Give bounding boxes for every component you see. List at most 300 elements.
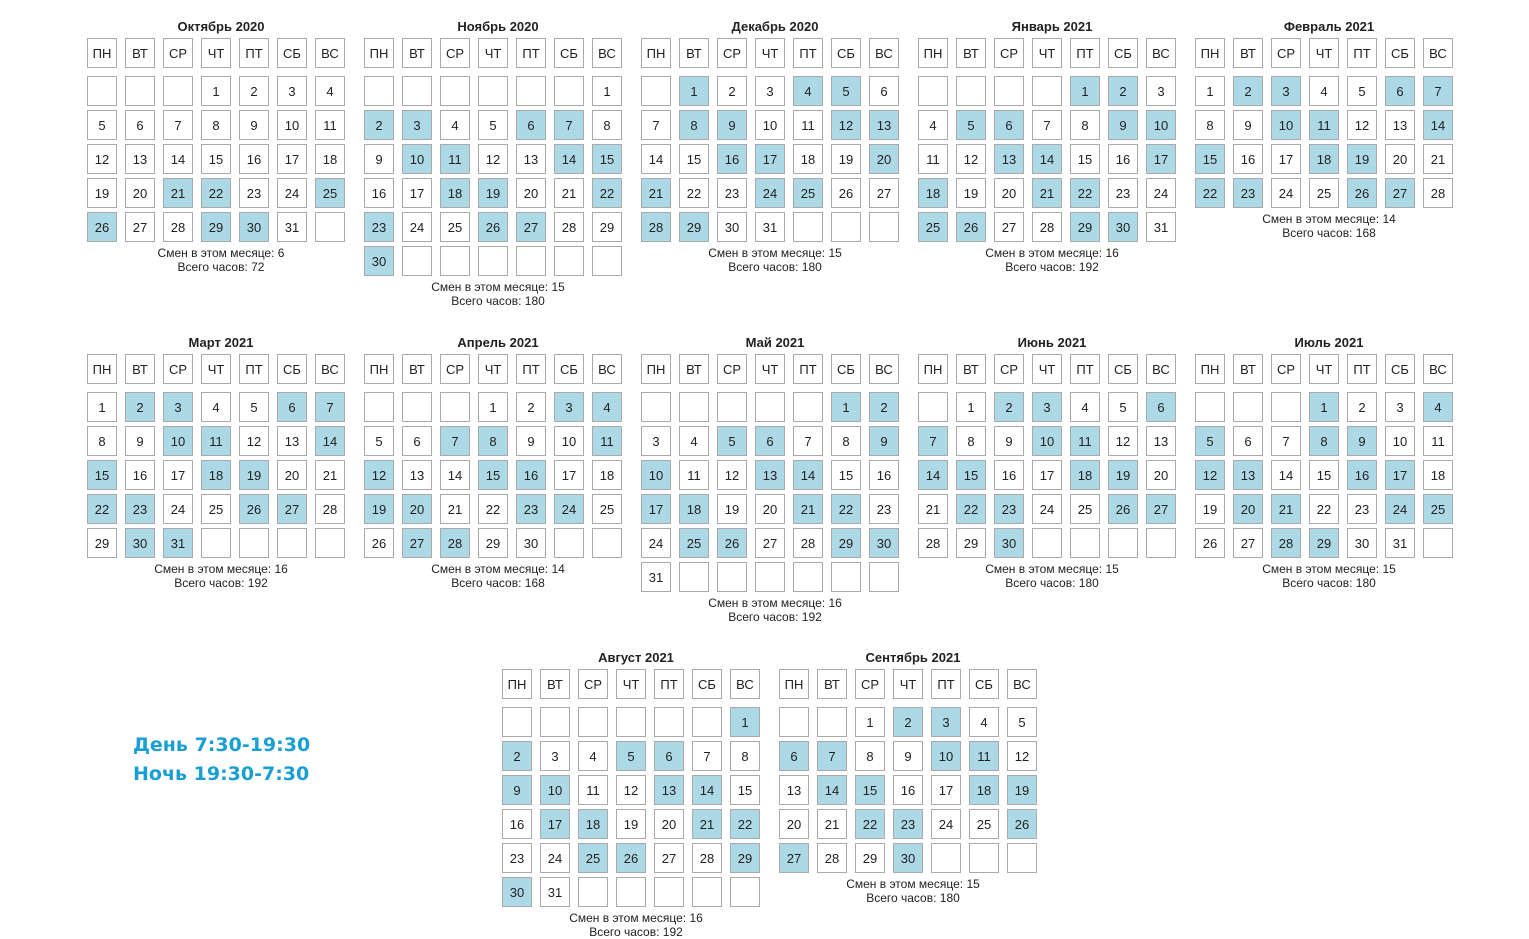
day-cell-shift: 30 [994,528,1024,558]
day-cell: 5 [87,110,117,140]
day-cell-shift: 8 [1309,426,1339,456]
day-cell: 13 [1146,426,1176,456]
day-cell: 20 [516,178,546,208]
weekday-header: ПТ [239,354,269,384]
total-hours-line [87,260,355,274]
day-cell: 10 [1385,426,1415,456]
shifts-count-value: 15 [551,280,565,294]
day-cell-shift: 18 [969,775,999,805]
day-cell-shift: 21 [163,178,193,208]
day-cell: 15 [1309,460,1339,490]
day-cell: 20 [277,460,307,490]
month-title: Январь 2021 [1011,19,1093,34]
day-cell-shift: 23 [1233,178,1263,208]
day-cell-shift: 30 [1108,212,1138,242]
empty-cell [616,707,646,737]
weekday-header: ВТ [679,38,709,68]
day-cell-shift: 26 [616,843,646,873]
day-cell-shift: 5 [717,426,747,456]
weekday-header: ПН [364,38,394,68]
day-cell-shift: 13 [869,110,899,140]
shifts-count-label: Смен в этом месяце: [1262,562,1383,576]
weekday-header: ПН [1195,354,1225,384]
weekday-header: ВТ [1233,38,1263,68]
month-grid [641,354,909,592]
weekday-header: СР [994,38,1024,68]
day-cell-shift: 11 [1309,110,1339,140]
empty-cell [869,212,899,242]
day-cell-shift: 13 [1233,460,1263,490]
empty-cell [918,76,948,106]
weekday-header: ВС [869,354,899,384]
weekday-header: ЧТ [1032,354,1062,384]
weekday-header: СР [1271,38,1301,68]
day-cell-shift: 21 [1032,178,1062,208]
day-cell-shift: 2 [1108,76,1138,106]
day-cell-shift: 2 [869,392,899,422]
day-cell-shift: 16 [717,144,747,174]
total-hours-value: 168 [524,576,545,590]
day-cell-shift: 26 [717,528,747,558]
day-cell: 24 [1271,178,1301,208]
total-hours-label: Всего часов: [589,925,663,939]
day-cell: 3 [1385,392,1415,422]
day-cell: 12 [956,144,986,174]
weekday-header: ПН [641,38,671,68]
day-cell: 15 [201,144,231,174]
day-cell-shift: 19 [1108,460,1138,490]
day-cell-shift: 2 [893,707,923,737]
shifts-count-value: 16 [689,911,703,925]
day-cell-shift: 22 [1195,178,1225,208]
empty-cell [1007,843,1037,873]
total-hours-line [87,576,355,590]
day-cell: 14 [440,460,470,490]
day-cell-shift: 3 [1032,392,1062,422]
day-cell: 25 [1070,494,1100,524]
day-cell: 28 [554,212,584,242]
day-cell: 21 [554,178,584,208]
total-hours-value: 192 [801,610,822,624]
day-cell: 17 [277,144,307,174]
month-calendar [87,18,355,274]
day-cell: 16 [994,460,1024,490]
day-cell-shift: 19 [364,494,394,524]
month-stats [87,562,355,590]
day-cell-shift: 18 [201,460,231,490]
day-cell: 3 [540,741,570,771]
day-cell-shift: 19 [239,460,269,490]
day-cell: 31 [540,877,570,907]
day-cell: 21 [817,809,847,839]
empty-cell [869,562,899,592]
shifts-count-line [87,246,355,260]
day-cell: 17 [1271,144,1301,174]
total-hours-line [364,576,632,590]
day-cell: 18 [1423,460,1453,490]
day-cell: 27 [125,212,155,242]
day-cell-shift: 15 [1195,144,1225,174]
day-cell: 5 [1007,707,1037,737]
total-hours-value: 72 [251,260,265,274]
day-cell: 5 [364,426,394,456]
day-cell: 8 [831,426,861,456]
day-cell: 2 [717,76,747,106]
day-cell-shift: 25 [918,212,948,242]
day-cell: 11 [679,460,709,490]
month-calendar [1195,18,1463,240]
shift-legend [133,731,310,789]
total-hours-label: Всего часов: [728,260,802,274]
shifts-count-value: 15 [1105,562,1119,576]
day-cell: 20 [654,809,684,839]
weekday-header: СБ [1108,38,1138,68]
day-cell: 23 [502,843,532,873]
empty-cell [516,76,546,106]
month-grid [779,669,1047,873]
day-cell: 24 [641,528,671,558]
day-cell-shift: 15 [87,460,117,490]
day-cell: 28 [817,843,847,873]
day-cell: 21 [918,494,948,524]
weekday-header: СБ [969,669,999,699]
day-cell: 16 [1108,144,1138,174]
weekday-header: ВТ [1233,354,1263,384]
weekday-header: ВС [1146,38,1176,68]
day-cell-shift: 1 [679,76,709,106]
day-cell-shift: 27 [1146,494,1176,524]
day-cell-shift: 13 [654,775,684,805]
empty-cell [641,392,671,422]
day-cell: 31 [1385,528,1415,558]
month-stats [918,246,1186,274]
empty-cell [779,707,809,737]
empty-cell [956,76,986,106]
day-cell: 28 [163,212,193,242]
weekday-header: СБ [831,38,861,68]
shifts-count-label: Смен в этом месяце: [985,562,1106,576]
day-cell: 3 [277,76,307,106]
day-cell: 16 [1233,144,1263,174]
empty-cell [831,212,861,242]
total-hours-label: Всего часов: [1005,576,1079,590]
month-title: Май 2021 [745,335,805,350]
month-calendar [641,18,909,274]
empty-cell [1423,528,1453,558]
day-cell: 15 [730,775,760,805]
day-cell-shift: 5 [1195,426,1225,456]
day-cell-shift: 26 [1007,809,1037,839]
month-title: Март 2021 [188,335,254,350]
day-cell: 4 [969,707,999,737]
month-grid [1195,38,1463,208]
day-cell-shift: 17 [755,144,785,174]
day-cell: 5 [478,110,508,140]
shifts-count-label: Смен в этом месяце: [1262,212,1383,226]
weekday-header: ПТ [793,38,823,68]
day-cell-shift: 3 [163,392,193,422]
day-cell: 27 [1233,528,1263,558]
day-cell-shift: 6 [1385,76,1415,106]
empty-cell [239,528,269,558]
empty-cell [201,528,231,558]
weekday-header: ЧТ [1309,354,1339,384]
day-cell: 18 [315,144,345,174]
day-cell: 10 [554,426,584,456]
day-cell-shift: 26 [956,212,986,242]
day-cell: 28 [793,528,823,558]
day-cell: 17 [402,178,432,208]
day-cell: 24 [402,212,432,242]
shifts-count-line [1195,212,1463,226]
weekday-header: ВТ [125,354,155,384]
day-cell-shift: 15 [592,144,622,174]
day-cell: 9 [1233,110,1263,140]
day-cell-shift: 27 [277,494,307,524]
day-cell: 20 [994,178,1024,208]
day-cell: 23 [239,178,269,208]
empty-cell [554,246,584,276]
weekday-header: ПН [641,354,671,384]
day-cell-shift: 14 [1032,144,1062,174]
day-cell: 1 [956,392,986,422]
day-cell-shift: 25 [679,528,709,558]
day-cell-shift: 7 [918,426,948,456]
day-cell: 28 [918,528,948,558]
day-cell-shift: 14 [692,775,722,805]
day-cell-shift: 21 [692,809,722,839]
weekday-header: ПН [918,38,948,68]
shifts-count-label: Смен в этом месяце: [157,246,278,260]
day-cell: 2 [516,392,546,422]
weekday-header: ПН [364,354,394,384]
day-cell: 25 [440,212,470,242]
day-cell: 26 [831,178,861,208]
shifts-count-label: Смен в этом месяце: [985,246,1106,260]
day-cell: 29 [87,528,117,558]
day-cell: 21 [440,494,470,524]
empty-cell [1233,392,1263,422]
day-cell-shift: 11 [440,144,470,174]
day-cell-shift: 14 [817,775,847,805]
empty-cell [364,392,394,422]
day-cell: 24 [277,178,307,208]
legend-night: Ночь 19:30-7:30 [133,763,310,785]
total-hours-label: Всего часов: [451,576,525,590]
empty-cell [1146,528,1176,558]
shifts-count-value: 15 [966,877,980,891]
shifts-count-value: 16 [1105,246,1119,260]
empty-cell [578,877,608,907]
shifts-count-line [364,562,632,576]
day-cell: 25 [969,809,999,839]
day-cell-shift: 23 [893,809,923,839]
day-cell: 9 [516,426,546,456]
day-cell: 17 [554,460,584,490]
weekday-header: ЧТ [1309,38,1339,68]
weekday-header: СР [994,354,1024,384]
day-cell-shift: 9 [869,426,899,456]
empty-cell [793,392,823,422]
day-cell: 16 [239,144,269,174]
empty-cell [616,877,646,907]
day-cell-shift: 30 [502,877,532,907]
total-hours-value: 192 [1078,260,1099,274]
day-cell-shift: 14 [1423,110,1453,140]
empty-cell [793,212,823,242]
day-cell-shift: 8 [478,426,508,456]
month-title: Декабрь 2020 [731,19,819,34]
weekday-header: СР [163,354,193,384]
day-cell: 11 [918,144,948,174]
day-cell-shift: 27 [402,528,432,558]
day-cell: 7 [1271,426,1301,456]
day-cell: 10 [277,110,307,140]
shifts-count-label: Смен в этом месяце: [431,280,552,294]
day-cell: 14 [641,144,671,174]
shifts-count-value: 15 [1382,562,1396,576]
shifts-count-value: 6 [277,246,285,260]
empty-cell [440,246,470,276]
shifts-count-line [779,877,1047,891]
month-calendar [918,334,1186,590]
empty-cell [654,877,684,907]
day-cell: 4 [315,76,345,106]
month-calendar [641,334,909,624]
weekday-header: СР [717,354,747,384]
empty-cell [402,246,432,276]
month-title: Февраль 2021 [1283,19,1375,34]
day-cell-shift: 4 [592,392,622,422]
weekday-header: ПТ [793,354,823,384]
day-cell-shift: 25 [1423,494,1453,524]
day-cell: 14 [1271,460,1301,490]
weekday-header: ВТ [817,669,847,699]
day-cell: 13 [277,426,307,456]
day-cell-shift: 22 [831,494,861,524]
day-cell: 24 [1146,178,1176,208]
day-cell-shift: 15 [956,460,986,490]
month-stats [641,596,909,624]
weekday-header: ВТ [956,38,986,68]
empty-cell [641,76,671,106]
total-hours-line [502,925,770,939]
day-cell: 3 [641,426,671,456]
empty-cell [554,528,584,558]
month-grid [918,354,1186,558]
day-cell: 1 [1195,76,1225,106]
total-hours-label: Всего часов: [177,260,252,274]
empty-cell [717,392,747,422]
total-hours-label: Всего часов: [728,610,802,624]
day-cell: 27 [654,843,684,873]
day-cell: 1 [592,76,622,106]
empty-cell [730,877,760,907]
day-cell-shift: 18 [440,178,470,208]
month-calendar [779,649,1047,905]
day-cell: 21 [1423,144,1453,174]
day-cell-shift: 7 [817,741,847,771]
empty-cell [478,246,508,276]
day-cell-shift: 9 [1108,110,1138,140]
month-grid [87,354,355,558]
day-cell: 24 [540,843,570,873]
day-cell-shift: 10 [402,144,432,174]
day-cell-shift: 8 [679,110,709,140]
day-cell-shift: 14 [315,426,345,456]
month-stats [364,562,632,590]
day-cell: 12 [478,144,508,174]
shifts-count-line [641,596,909,610]
day-cell: 9 [364,144,394,174]
empty-cell [931,843,961,873]
month-grid [641,38,909,242]
month-title: Октябрь 2020 [177,19,265,34]
empty-cell [692,707,722,737]
day-cell-shift: 11 [969,741,999,771]
day-cell-shift: 1 [831,392,861,422]
day-cell: 13 [779,775,809,805]
day-cell: 31 [277,212,307,242]
day-cell-shift: 27 [779,843,809,873]
day-cell-shift: 6 [779,741,809,771]
day-cell: 18 [592,460,622,490]
weekday-header: ВС [592,354,622,384]
day-cell-shift: 17 [540,809,570,839]
weekday-header: СБ [1385,354,1415,384]
total-hours-label: Всего часов: [1282,576,1356,590]
day-cell-shift: 11 [592,426,622,456]
day-cell: 1 [201,76,231,106]
total-hours-value: 180 [801,260,822,274]
day-cell: 24 [163,494,193,524]
day-cell: 16 [125,460,155,490]
day-cell-shift: 23 [516,494,546,524]
total-hours-value: 168 [1355,226,1376,240]
empty-cell [592,528,622,558]
day-cell-shift: 26 [87,212,117,242]
day-cell-shift: 28 [641,212,671,242]
day-cell: 12 [87,144,117,174]
day-cell: 30 [1347,528,1377,558]
weekday-header: ЧТ [201,38,231,68]
day-cell: 8 [201,110,231,140]
shifts-count-label: Смен в этом месяце: [569,911,690,925]
day-cell: 6 [869,76,899,106]
day-cell-shift: 10 [931,741,961,771]
day-cell-shift: 29 [679,212,709,242]
weekday-header: СР [1271,354,1301,384]
weekday-header: ПН [779,669,809,699]
weekday-header: ЧТ [478,354,508,384]
weekday-header: ПТ [654,669,684,699]
month-title: Июль 2021 [1294,335,1364,350]
weekday-header: СР [855,669,885,699]
day-cell: 11 [578,775,608,805]
empty-cell [315,212,345,242]
day-cell: 25 [201,494,231,524]
day-cell: 25 [1309,178,1339,208]
day-cell-shift: 22 [592,178,622,208]
day-cell-shift: 26 [1108,494,1138,524]
month-title: Август 2021 [598,650,674,665]
day-cell-shift: 10 [1146,110,1176,140]
weekday-header: ЧТ [478,38,508,68]
day-cell: 9 [893,741,923,771]
weekday-header: СБ [277,354,307,384]
day-cell: 1 [855,707,885,737]
weekday-header: ПН [502,669,532,699]
